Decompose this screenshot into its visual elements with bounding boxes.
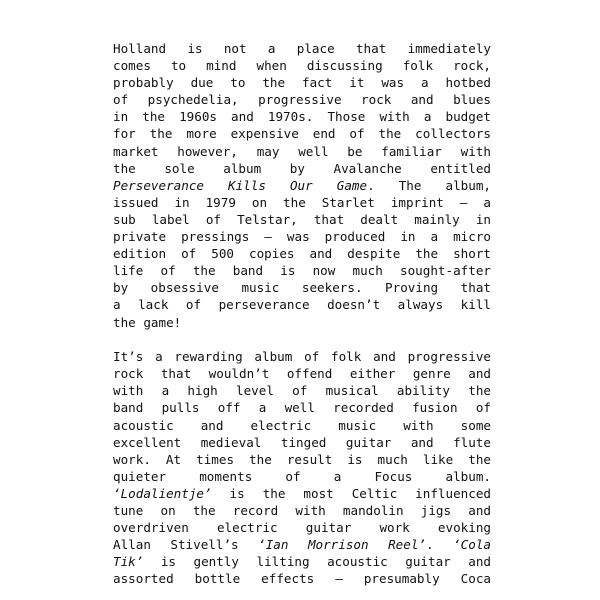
text-line: overdriven electric guitar work evoking	[113, 520, 491, 536]
text-line: assorted bottle effects – presumably Coca	[113, 571, 491, 587]
text-line: private pressings – was produced in a micro	[113, 229, 491, 245]
text-line: Allan Stivell’s ‘Ian Morrison Reel’. ‘Cola	[113, 537, 491, 553]
text-line: market however, may well be familiar with	[113, 143, 491, 159]
text-line: tune on the record with mandolin jigs and	[113, 503, 491, 519]
paragraph-1	[113, 40, 491, 331]
text-line: probably due to the fact it was a hotbed	[113, 75, 491, 91]
text-line: rock that wouldn’t offend either genre and	[113, 366, 491, 382]
text-line: band pulls off a well recorded fusion of	[113, 400, 491, 416]
text-line: a lack of perseverance doesn’t always kill	[113, 297, 491, 313]
text-line: Perseverance Kills Our Game. The album,	[113, 177, 491, 193]
text-line: the sole album by Avalanche entitled	[113, 160, 491, 176]
text-line: sub label of Telstar, that dealt mainly in	[113, 211, 491, 227]
text-line: work. At times the result is much like the	[113, 451, 491, 467]
article-body	[113, 40, 491, 588]
paragraph-2	[113, 348, 491, 587]
text-line: issued in 1979 on the Starlet imprint – a	[113, 194, 491, 210]
text-line: life of the band is now much sought-after	[113, 263, 491, 279]
text-line: by obsessive music seekers. Proving that	[113, 280, 491, 296]
text-line: excellent medieval tinged guitar and flute	[113, 434, 491, 450]
text-line: ‘Lodalientje’ is the most Celtic influenced	[113, 485, 491, 501]
text-line: for the more expensive end of the collectors	[113, 126, 491, 142]
text-line: Tik’ is gently lilting acoustic guitar and	[113, 554, 491, 570]
text-line: the game!	[113, 314, 182, 330]
text-line: It’s a rewarding album of folk and progressive	[113, 349, 491, 365]
text-line: of psychedelia, progressive rock and blues	[113, 92, 491, 108]
text-line: Holland is not a place that immediately	[113, 41, 491, 56]
text-line: quieter moments of a Focus album.	[113, 468, 491, 484]
text-line: acoustic and electric music with some	[113, 417, 491, 433]
text-line: with a high level of musical ability the	[113, 383, 491, 399]
text-line: in the 1960s and 1970s. Those with a budget	[113, 109, 491, 125]
text-line: comes to mind when discussing folk rock,	[113, 58, 491, 74]
paragraph-gap	[113, 331, 491, 349]
text-line: edition of 500 copies and despite the short	[113, 246, 491, 262]
